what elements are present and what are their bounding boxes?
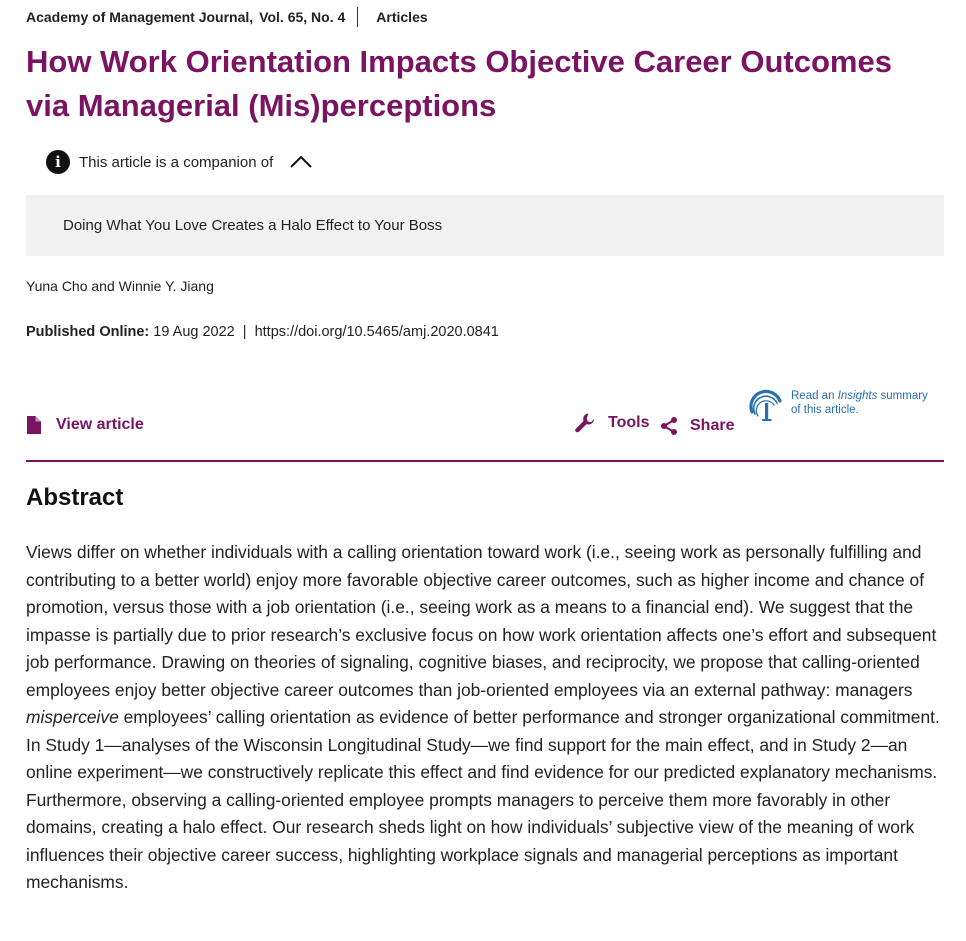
published-date: 19 Aug 2022 xyxy=(153,324,235,340)
abstract-emphasis: misperceive xyxy=(26,707,119,727)
author-link[interactable]: Winnie Y. Jiang xyxy=(118,278,214,294)
share-button[interactable] xyxy=(660,416,734,436)
insights-line-1 xyxy=(791,389,928,403)
companion-label: This article is a companion of xyxy=(79,153,274,171)
article-title: How Work Orientation Impacts Objective Career Outcomes via Managerial (Mis)perceptions xyxy=(26,44,892,123)
insights-text xyxy=(791,389,928,417)
insights-logo-icon xyxy=(746,388,786,428)
doi-link[interactable]: https://doi.org/10.5465/amj.2020.0841 xyxy=(254,324,499,340)
companion-toggle[interactable] xyxy=(46,149,313,175)
wrench-icon xyxy=(574,412,596,434)
file-icon xyxy=(26,416,41,434)
view-article-label: View article xyxy=(56,416,144,433)
insights-emphasis: Insights xyxy=(837,390,878,402)
author-list xyxy=(26,278,214,294)
companion-article-link[interactable]: Doing What You Love Creates a Halo Effect to Your Boss xyxy=(63,217,443,234)
chevron-up-icon[interactable] xyxy=(289,154,313,170)
author-link[interactable]: Yuna Cho xyxy=(26,278,88,294)
insights-prefix: Read an xyxy=(791,390,835,402)
publication-info xyxy=(26,324,499,340)
abstract-heading: Abstract xyxy=(26,484,124,511)
abstract-body xyxy=(26,539,944,897)
info-icon: i xyxy=(46,150,70,174)
published-separator: | xyxy=(242,324,247,340)
section-label: Articles xyxy=(376,9,428,25)
journal-separator xyxy=(357,7,358,27)
share-icon xyxy=(660,416,678,436)
share-label: Share xyxy=(690,417,735,434)
journal-line xyxy=(26,7,428,27)
author-joiner: and xyxy=(91,278,115,294)
insights-suffix: summary xyxy=(880,390,928,402)
abstract-text-part: employees’ calling orientation as evidence of better performance and stronger organizational commitment. In Study 1—analyses of the Wisconsin Longitudinal Study—we find support for the main effect, and in Study 2—an online experiment—we constructively replicate this effect and find evidence for our predicted explanatory mechanisms. Furthermore, observing a calling-oriented employee prompts managers to perceive them more favorably in other domains, creating a halo effect. Our research sheds light on how individuals’ subjective view of the meaning of work influences their objective career success, highlighting workplace signals and managerial perceptions as important mechanisms. xyxy=(26,707,940,892)
section-link[interactable] xyxy=(376,9,427,25)
journal-name: Academy of Management Journal, xyxy=(26,9,254,25)
abstract-text-part: Views differ on whether individuals with a calling orientation toward work (i.e., seeing work as personally fulfilling and contributing to a better world) enjoy more favorable objective career outcomes, such as higher income and chance of promotion, versus those with a job orientation (i.e., seeing work as a means to a financial end). We suggest that the impasse is partially due to prior research’s exclusive focus on how work orientation affects one’s effort and subsequent job performance. Drawing on theories of signaling, cognitive biases, and reciprocity, we propose that calling-oriented employees enjoy better objective career outcomes than job-oriented employees via an external pathway: managers xyxy=(26,542,937,700)
journal-issue-link[interactable] xyxy=(259,9,345,25)
companion-panel xyxy=(26,195,944,256)
section-divider xyxy=(26,460,944,462)
view-article-button[interactable] xyxy=(26,416,144,434)
journal-name-link[interactable] xyxy=(26,9,253,25)
tools-label: Tools xyxy=(608,414,650,431)
insights-line-2: of this article. xyxy=(791,404,859,416)
tools-button[interactable] xyxy=(574,412,649,434)
insights-summary-link[interactable] xyxy=(746,388,928,428)
published-label: Published Online: xyxy=(26,324,150,340)
journal-volume: Vol. 65, No. 4 xyxy=(259,9,346,25)
